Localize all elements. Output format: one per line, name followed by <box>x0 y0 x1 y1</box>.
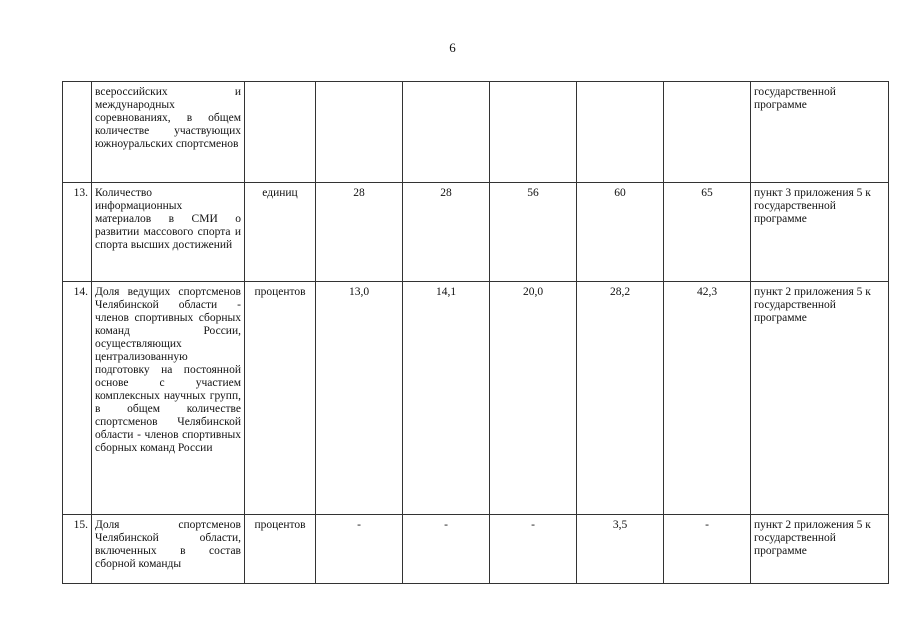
value-cell: - <box>490 515 577 584</box>
value-cell: 13,0 <box>316 282 403 515</box>
indicator-name-cell: всероссийских и международных соревнованиях, в общем количестве участвующих южноуральских спортсменов <box>92 82 245 183</box>
value-cell <box>664 82 751 183</box>
value-cell: 28 <box>316 183 403 282</box>
value-cell <box>403 82 490 183</box>
row-number-cell <box>63 82 92 183</box>
indicator-name-cell: Количество информационных материалов в СМИ о развитии массового спорта и спорта высших достижений <box>92 183 245 282</box>
row-number-cell: 14. <box>63 282 92 515</box>
source-cell: государственной программе <box>751 82 889 183</box>
value-cell: 28,2 <box>577 282 664 515</box>
value-cell: - <box>664 515 751 584</box>
value-cell: 60 <box>577 183 664 282</box>
value-cell: 14,1 <box>403 282 490 515</box>
value-cell: 3,5 <box>577 515 664 584</box>
row-number-cell: 15. <box>63 515 92 584</box>
value-cell: - <box>316 515 403 584</box>
indicators-table <box>62 81 889 584</box>
page-number: 6 <box>449 40 456 55</box>
value-cell: 28 <box>403 183 490 282</box>
unit-cell: процентов <box>245 282 316 515</box>
value-cell <box>490 82 577 183</box>
value-cell <box>577 82 664 183</box>
indicator-name-cell: Доля спортсменов Челябинской области, включенных в состав сборной команды <box>92 515 245 584</box>
table-row <box>63 515 889 584</box>
value-cell: 56 <box>490 183 577 282</box>
row-number-cell: 13. <box>63 183 92 282</box>
table-row <box>63 82 889 183</box>
source-cell: пункт 2 приложения 5 к государственной программе <box>751 515 889 584</box>
source-cell: пункт 3 приложения 5 к государственной программе <box>751 183 889 282</box>
source-cell: пункт 2 приложения 5 к государственной программе <box>751 282 889 515</box>
value-cell: 65 <box>664 183 751 282</box>
value-cell: 20,0 <box>490 282 577 515</box>
indicator-name-cell: Доля ведущих спортсменов Челябинской области - членов спортивных сборных команд России, осуществляющих централизованную подготовку на постоянной основе с участием комплексных научных групп, в общем количестве спортсменов Челябинской области - членов спортивных сборных команд России <box>92 282 245 515</box>
unit-cell <box>245 82 316 183</box>
value-cell <box>316 82 403 183</box>
value-cell: 42,3 <box>664 282 751 515</box>
unit-cell: процентов <box>245 515 316 584</box>
value-cell: - <box>403 515 490 584</box>
table-row <box>63 183 889 282</box>
table-row <box>63 282 889 515</box>
unit-cell: единиц <box>245 183 316 282</box>
